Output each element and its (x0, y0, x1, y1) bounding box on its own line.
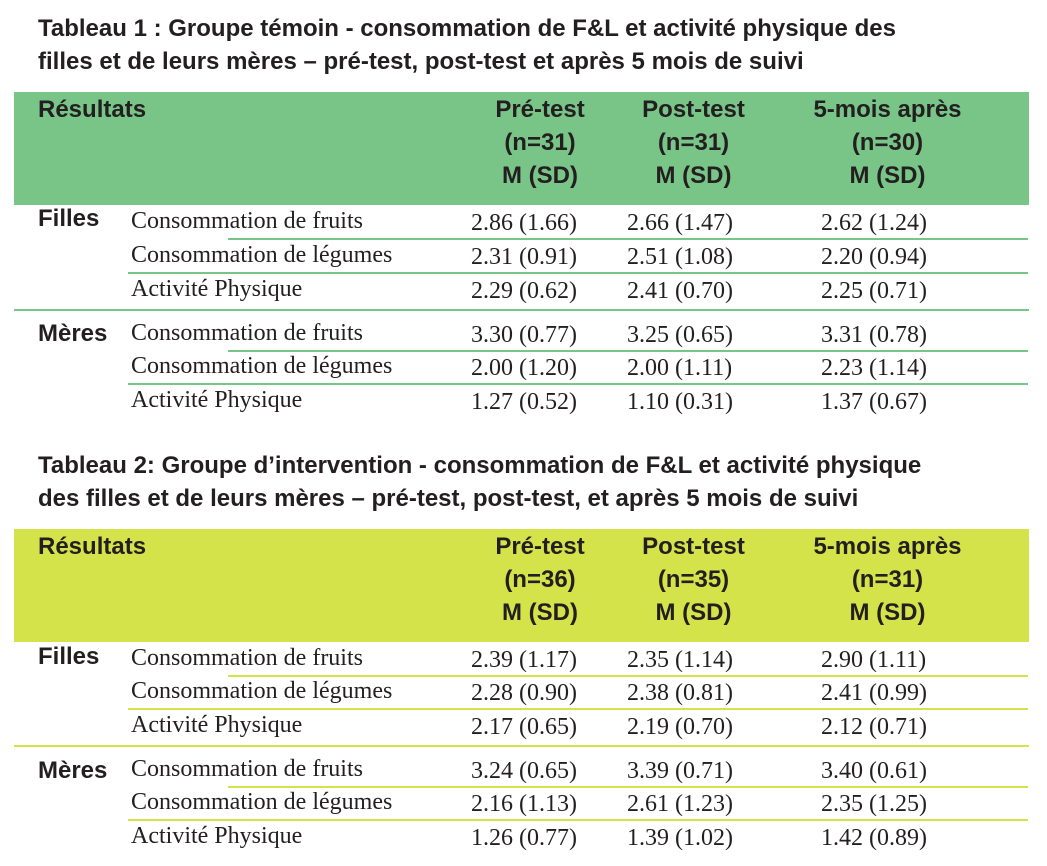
value-cell: 2.66 (1.47) (627, 210, 733, 236)
value-cell: 2.35 (1.25) (821, 791, 927, 817)
measure-label: Consommation de légumes (131, 242, 393, 268)
value-cell: 2.41 (0.99) (821, 680, 927, 706)
value-cell: 2.29 (0.62) (471, 278, 577, 304)
col-n: (n=31) (657, 129, 730, 156)
measure-label: Consommation de fruits (131, 208, 363, 234)
value-cell: 3.25 (0.65) (627, 322, 733, 348)
measure-label: Consommation de légumes (131, 678, 393, 704)
table-1-title (38, 12, 1028, 78)
col-n: (n=31) (851, 566, 924, 593)
header-results: Résultats (38, 96, 147, 123)
col-n: (n=30) (851, 129, 924, 156)
group-label-meres: Mères (38, 757, 108, 784)
header-col-pretest (480, 530, 600, 629)
value-cell: 1.26 (0.77) (471, 825, 577, 851)
col-name: 5-mois après (813, 533, 962, 560)
header-col-posttest (631, 530, 756, 629)
value-cell: 2.51 (1.08) (627, 244, 733, 270)
value-cell: 2.20 (0.94) (821, 244, 927, 270)
group-label-filles: Filles (38, 205, 100, 232)
value-cell: 2.41 (0.70) (627, 278, 733, 304)
measure-label: Consommation de légumes (131, 353, 393, 379)
header-col-5mois (800, 93, 975, 192)
col-stat: M (SD) (849, 162, 926, 189)
measure-label: Consommation de légumes (131, 789, 393, 815)
col-stat: M (SD) (849, 599, 926, 626)
col-stat: M (SD) (655, 162, 732, 189)
value-cell: 2.86 (1.66) (471, 210, 577, 236)
value-cell: 2.16 (1.13) (471, 791, 577, 817)
col-stat: M (SD) (502, 599, 578, 626)
col-name: 5-mois après (813, 96, 962, 123)
measure-label: Activité Physique (131, 276, 303, 302)
col-name: Post-test (642, 96, 745, 123)
table-2-header (14, 529, 1029, 642)
value-cell: 1.42 (0.89) (821, 825, 927, 851)
value-cell: 1.10 (0.31) (627, 389, 733, 415)
measure-label: Consommation de fruits (131, 756, 363, 782)
value-cell: 3.24 (0.65) (471, 758, 577, 784)
group-label-filles: Filles (38, 643, 100, 670)
col-n: (n=35) (657, 566, 730, 593)
value-cell: 1.27 (0.52) (471, 389, 577, 415)
measure-label: Consommation de fruits (131, 645, 363, 671)
measure-label: Activité Physique (131, 712, 303, 738)
col-stat: M (SD) (502, 162, 578, 189)
table-2-title (38, 449, 1028, 515)
header-results: Résultats (38, 533, 147, 560)
value-cell: 2.12 (0.71) (821, 714, 927, 740)
header-col-posttest (631, 93, 756, 192)
value-cell: 1.39 (1.02) (627, 825, 733, 851)
col-n: (n=31) (504, 129, 576, 156)
table-1-header (14, 92, 1029, 205)
value-cell: 2.17 (0.65) (471, 714, 577, 740)
value-cell: 3.40 (0.61) (821, 758, 927, 784)
col-name: Post-test (642, 533, 745, 560)
value-cell: 2.31 (0.91) (471, 244, 577, 270)
value-cell: 1.37 (0.67) (821, 389, 927, 415)
value-cell: 2.00 (1.20) (471, 355, 577, 381)
value-cell: 2.61 (1.23) (627, 791, 733, 817)
value-cell: 2.35 (1.14) (627, 647, 733, 673)
group-divider (14, 309, 1029, 311)
header-col-5mois (800, 530, 975, 629)
value-cell: 2.90 (1.11) (821, 647, 927, 673)
value-cell: 2.25 (0.71) (821, 278, 927, 304)
title-line: Tableau 2: Groupe d’intervention - consommation de F&L et activité physique (38, 452, 922, 479)
value-cell: 3.31 (0.78) (821, 322, 927, 348)
title-line: des filles et de leurs mères – pré-test, post-test, et après 5 mois de suivi (38, 485, 859, 512)
measure-label: Activité Physique (131, 823, 303, 849)
value-cell: 2.62 (1.24) (821, 210, 927, 236)
measure-label: Consommation de fruits (131, 320, 363, 346)
value-cell: 2.39 (1.17) (471, 647, 577, 673)
col-name: Pré-test (495, 533, 585, 560)
title-line: Tableau 1 : Groupe témoin - consommation de F&L et activité physique des (38, 15, 896, 42)
header-col-pretest (480, 93, 600, 192)
col-n: (n=36) (504, 566, 576, 593)
value-cell: 2.00 (1.11) (627, 355, 733, 381)
col-name: Pré-test (495, 96, 585, 123)
col-stat: M (SD) (655, 599, 732, 626)
value-cell: 3.30 (0.77) (471, 322, 577, 348)
value-cell: 2.38 (0.81) (627, 680, 733, 706)
group-label-meres: Mères (38, 320, 108, 347)
value-cell: 2.23 (1.14) (821, 355, 927, 381)
value-cell: 2.19 (0.70) (627, 714, 733, 740)
title-line: filles et de leurs mères – pré-test, post-test et après 5 mois de suivi (38, 48, 804, 75)
value-cell: 3.39 (0.71) (627, 758, 733, 784)
measure-label: Activité Physique (131, 387, 303, 413)
value-cell: 2.28 (0.90) (471, 680, 577, 706)
group-divider (14, 745, 1029, 747)
